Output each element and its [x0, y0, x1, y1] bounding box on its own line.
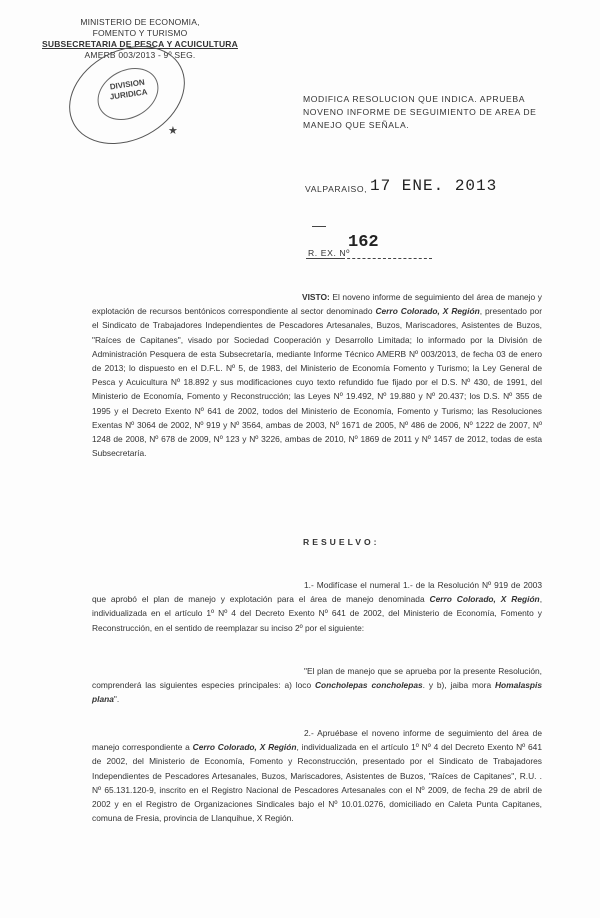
star-icon: ★ — [168, 125, 178, 137]
quote-text-1: "El plan de manejo que se aprueba por la presente Resolución, comprenderá las siguientes especies principales: a) loco — [92, 666, 542, 691]
visto-sector: Cerro Colorado, X Región — [375, 306, 480, 317]
quote-species-2: Homalaspis plana — [92, 680, 543, 705]
date-stamp: 17 ENE. 2013 — [370, 177, 498, 195]
place-label: VALPARAISO, — [305, 184, 368, 194]
item1-text-1: 1.- Modifícase el numeral 1.- de la Resolución Nº 919 de 2003 que aprobó el plan de manejo y explotación para el área de manejo denominada — [92, 580, 542, 605]
visto-paragraph — [92, 290, 542, 460]
ministry-sub: FOMENTO Y TURISMO — [92, 28, 188, 38]
quote-text-3: ". — [113, 694, 120, 705]
quote-species-1: Concholepas concholepas — [315, 680, 423, 691]
visto-text-2: , presentado por el Sindicato de Trabajadores Independientes de Pescadores Artesanales, Buzos, Mariscadores, Asistentes de Buzos, "Raíces de Capitanes", visado por Sociedad Cooperación y Desarrollo Limitada; lo informado por la División de Administración Pesquera de esta Subsecretaría, mediante Informe Técnico AMERB Nº 003/2013, de fecha 03 de enero de 2013; lo dispuesto en el D.F.L. Nº 5, de 1983, del Ministerio de Economía Fomento y Turismo; la Ley General de Pesca y Acuicultura Nº 18.892 y sus modificaciones cuyo texto refundido fue fijado por el D.S. Nº 430, de 1991, del Ministerio de Economía, Fomento y Reconstrucción; las Leyes Nº 19.492, Nº 19.880 y Nº 20.437; los D.S. Nº 355 de 1995 y el Decreto Exento Nº 641 de 2002, todos del Ministerio de Economía, Fomento y Turismo; las Resoluciones Exentas Nº 3064 de 2002, Nº 919 y Nº 3564, ambas de 2003, Nº 1671 de 2005, Nº 486 de 2006, Nº 1222 de 2007, Nº 1248 de 2008, Nº 678 de 2009, Nº 123 y Nº 3226, ambas de 2010, Nº 1869 de 2011 y Nº 1457 de 2012, todas de esta Subsecretaría. — [92, 306, 542, 459]
resolution-prefix: R. EX. Nº — [308, 248, 350, 258]
item2-sector: Cerro Colorado, X Región — [192, 742, 297, 753]
item1-sector: Cerro Colorado, X Región — [429, 594, 540, 605]
stamp-line1: DIVISION — [109, 77, 146, 92]
item1-paragraph — [92, 578, 542, 635]
ministry-name: MINISTERIO DE ECONOMIA, — [80, 17, 200, 27]
document-title — [303, 93, 563, 132]
item2-paragraph — [92, 726, 542, 825]
title-line1: MODIFICA RESOLUCION QUE INDICA. APRUEBA — [303, 94, 526, 104]
subsecretaria-name: SUBSECRETARIA DE PESCA Y ACUICULTURA — [42, 39, 238, 49]
title-line3: MANEJO QUE SEÑALA. — [303, 120, 410, 130]
visto-label: VISTO: — [302, 292, 330, 302]
amerb-code: AMERB 003/2013 - 9º SEG. — [84, 50, 196, 60]
visto-text-1: El noveno informe de seguimiento del área de manejo y explotación de recursos bentónicos correspondiente al sector denominado — [92, 292, 542, 317]
item2-text-1: 2.- Apruébase el noveno informe de seguimiento del área de manejo correspondiente a — [92, 728, 542, 753]
resolution-prefix-line — [306, 258, 342, 259]
resolution-number: 162 — [348, 233, 379, 252]
title-line2: NOVENO INFORME DE SEGUIMIENTO DE AREA DE — [303, 107, 537, 117]
quote-text-2: . y b), jaiba mora — [422, 680, 495, 691]
item2-text-2: , individualizada en el artículo 1º Nº 4 del Decreto Exento Nº 641 de 2002, del Ministerio de Economía, Fomento y Reconstrucción, presentado por el Sindicato de Trabajadores Independientes de Pescadores Artesanales, Buzos, Mariscadores, Asistentes de Buzos, "Raíces de Capitanes", R.U. . Nº 65.131.120-9, inscrito en el Registro Nacional de Pescadores Artesanales con el Nº 2009, de fecha 29 de abril de 2002 y en el Registro de Organizaciones Sindicales bajo el Nº 10.01.0276, domiciliado en Caleta Punta Capitanes, comuna de Fresia, provincia de Llanquihue, X Región. — [92, 742, 542, 824]
quote-paragraph — [92, 664, 542, 707]
resuelvo-heading: RESUELVO: — [303, 537, 380, 547]
resolution-dash — [312, 226, 326, 227]
stamp-line2: JURIDICA — [109, 87, 148, 102]
resolution-number-line — [342, 258, 432, 259]
item1-text-2: , individualizada en el artículo 1º Nº 4 del Decreto Exento Nº 641 de 2002, del Ministerio de Economía, Fomento y Reconstrucción, en el sentido de reemplazar su inciso 2º por el siguiente: — [92, 594, 543, 633]
